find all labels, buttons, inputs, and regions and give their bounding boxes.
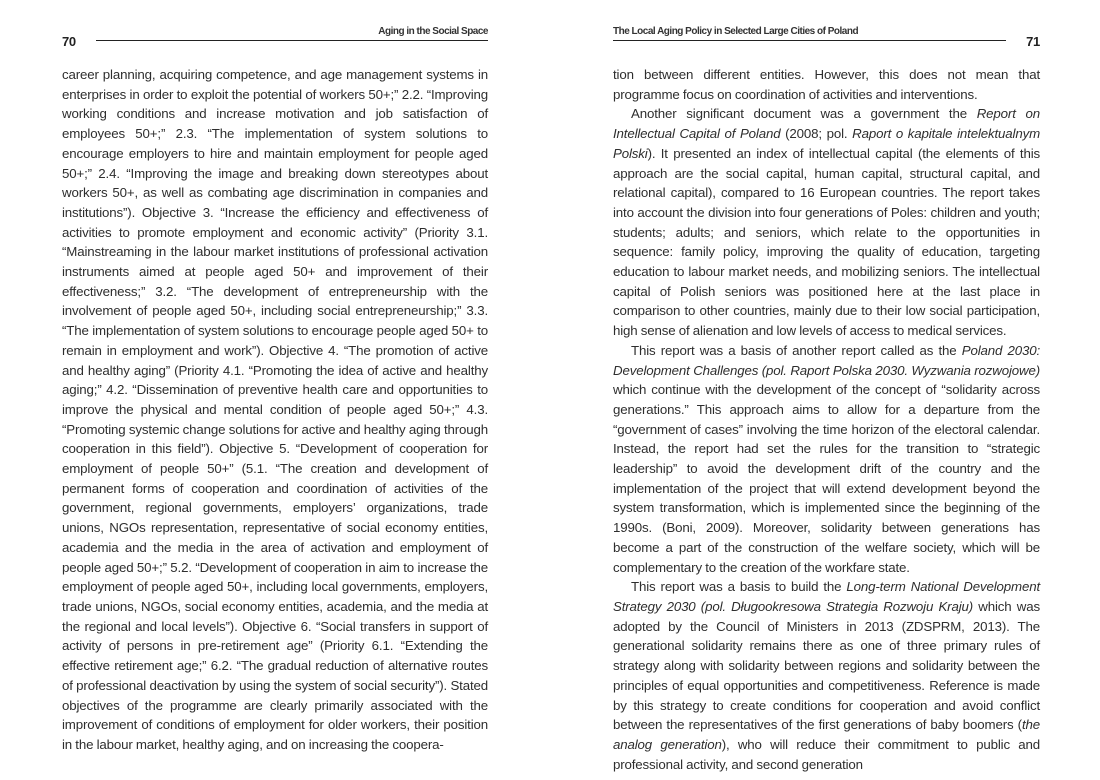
paragraph-text: ), who will reduce their commitment to public and professional activity, and second generation — [613, 736, 1040, 772]
paragraph-text: Another significant document was a government the — [631, 106, 977, 122]
running-title: Aging in the Social Space — [378, 26, 488, 37]
paragraph-text: This report was a basis of another report called as the — [631, 342, 962, 358]
body-paragraph — [613, 341, 1040, 577]
page-number: 71 — [1026, 34, 1040, 49]
italic-title-text: Report on Intellectual Capital of Poland — [613, 106, 1040, 142]
italic-title-text: Raport o kapitale intelektualnym Polski — [613, 126, 1041, 161]
paragraph-text: career planning, acquiring competence, and age management systems in enterprises in order to exploit the potential of workers 50+;” 2.2. “Improving working conditions and increase motivation and job satisfaction of employees 50+;” 2.3. “The implementation of system solutions to encourage employers to hire and maintain employment for people aged 50+;” 2.4. “Improving the image and breaking down stereotypes about workers 50+, as well as combating age discrimination in companies and institutions”). Objective 3. “Increase the efficiency and effectiveness of activities to promote employment and economic activity” (Priority 3.1. “Mainstreaming in the labour market institutions of professional activation instruments aimed at people aged 50+ and improvement of their effectiveness;” 3.2. “The development of entrepreneurship with the involvement of people aged 50+, including social entrepreneurship;” 3.3. “The implementation of system solutions to encourage people aged 50+ to remain in employment and work”). Objective 4. “The promotion of active and healthy aging” (Priority 4.1. “Promoting the idea of active and healthy aging;” 4.2. “Dissemination of preventive health care and opportunities to improve the physical and mental condition of people aged 50+;” 4.3. “Promoting systemic change solutions for active and healthy aging through cooperation in this field”). Objective 5. “Development of cooperation for employment of people 50+” (5.1. “The creation and development of permanent forms of cooperation and coordination of activities of the government, regional governments, employers’ organizations, trade unions, NGOs representation, representative of social economy entities, academia and the media in the area of activation and employment of people aged 50+;” 5.2. “Development of cooperation in aim to increase the employment of people aged 50+, including local governments, employers, trade unions, NGOs, social economy entities, academia, and the media at the regional and local levels”). Objective 6. “Social transfers in support of activity of persons in pre-retirement age” (Priority 6.1. “Extending the effective retirement age;” 6.2. “The gradual reduction of alternative routes of professional deactivation by using the system of social security”). Stated objectives of the programme are clearly primarily associated with the improvement of conditions of employment for older workers, their position in the labour market, healthy aging, and on increasing the coopera- — [62, 67, 488, 752]
body-paragraph — [62, 65, 488, 755]
left-page-header — [62, 26, 488, 48]
body-paragraph — [613, 104, 1040, 340]
italic-title-text: Long-term National Development Strategy 2030 (pol. Długookresowa Strategia Rozwoju Kraju) — [613, 579, 1040, 614]
paragraph-text: which continue with the development of the concept of “solidarity across generations.” This approach aims to allow for a departure from the “government of cases” involving the time horizon of the electoral calendar. Instead, the report had set the rules for the transition to “strategic leadership” to avoid the development drift of the country and the implementation of the project that will extend development beyond the system transformation, which is implemented since the beginning of the 1990s. (Boni, 2009). Moreover, solidarity between generations has become a part of the construction of the welfare society, which will be complementary to the creation of the workfare state. — [613, 382, 1040, 575]
paragraph-text: This report was a basis to build the — [631, 579, 847, 595]
header-rule — [96, 40, 488, 41]
italic-title-text: Poland 2030: Development Challenges (pol. Raport Polska 2030. Wyzwania rozwojowe) — [613, 342, 1040, 378]
right-page — [550, 0, 1100, 780]
running-title: The Local Aging Policy in Selected Large Cities of Poland — [613, 26, 859, 37]
italic-title-text: the analog generation — [613, 717, 1040, 752]
paragraph-text: ). It presented an index of intellectual capital (the elements of this approach are the social capital, human capital, structural capital, and relational capital), compared to 16 European countries. The report takes into account the division into four generations of Poles: children and youth; students; adults; and seniors, which relate to the opportunities in sequence: family policy, improving the quality of education, targeting education to labour market needs, and mobilizing seniors. The intellectual capital of Polish seniors was positioned here at the last place in comparison to other countries, mainly due to their low social participation, high sense of alienation and low levels of access to medical services. — [613, 145, 1040, 339]
right-page-body-text — [613, 65, 1040, 774]
body-paragraph — [613, 65, 1040, 104]
paragraph-text: which was adopted by the Council of Ministers in 2013 (ZDSPRM, 2013). The generational solidarity remains there as one of three primary rules of strategy along with solidarity between regions and solidarity between the principles of equal opportunities and competitiveness. Reference is made by this strategy to create conditions for cooperation and avoid conflict between the representatives of the first generations of baby boomers ( — [613, 598, 1041, 733]
right-page-header — [613, 26, 1040, 48]
paragraph-text: tion between different entities. However, this does not mean that programme focus on coordination of activities and interventions. — [613, 67, 1040, 102]
body-paragraph — [613, 577, 1040, 774]
page-number: 70 — [62, 34, 76, 49]
paragraph-text: (2008; pol. — [780, 126, 853, 142]
header-rule — [613, 40, 1006, 41]
left-page-body-text — [62, 65, 488, 755]
